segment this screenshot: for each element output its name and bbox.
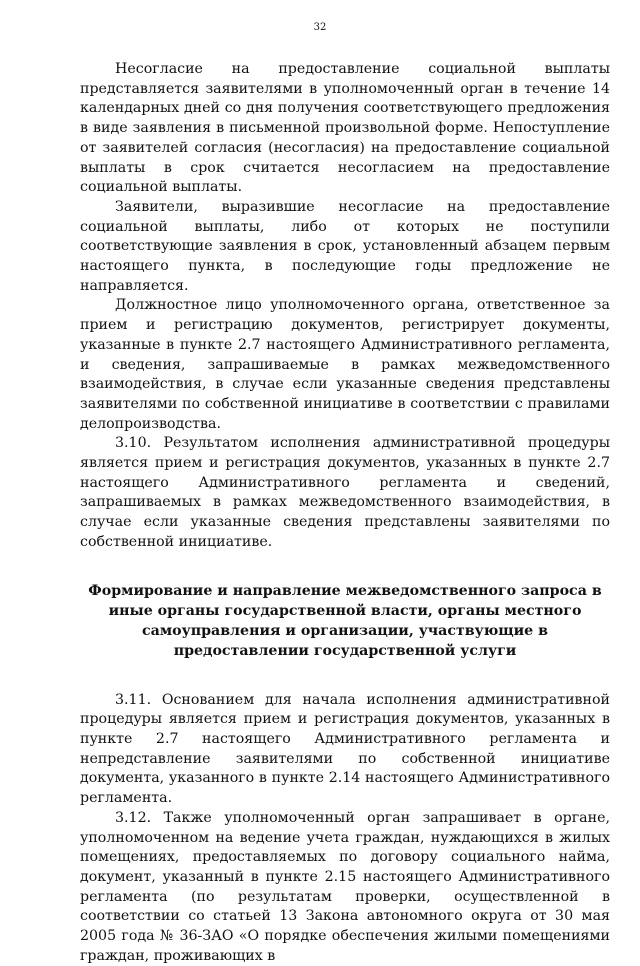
paragraph-3-10: 3.10. Результатом исполнения административной процедуры является прием и регистрация документов, указанных в пункте 2.7 настоящего Административного регламента и сведений, запрашиваемых в рамках межведомственного взаимодействия, в случае если указанные сведения представлены заявителями по собственной инициативе. xyxy=(80,435,610,550)
paragraph: Несогласие на предоставление социальной выплаты представляется заявителями в уполномоченный орган в течение 14 календарных дней со дня получения соответствующего предложения в виде заявления в письменной произвольной форме. Непоступление от заявителей согласия (несогласия) на предоставление социальной выплаты в срок считается несогласием на предоставление социальной выплаты. xyxy=(80,61,610,196)
paragraph-3-12: 3.12. Также уполномоченный орган запрашивает в органе, уполномоченном на ведение учета граждан, нуждающихся в жилых помещениях, предоставляемых по договору социального найма, документ, указанный в пункте 2.15 настоящего Административного регламента (по результатам проверки, осуществленной в соответствии со статьей 13 Закона автономного округа от 30 мая 2005 года № 36-ЗАО «О порядке обеспечения жилыми помещениями граждан, проживающих в xyxy=(80,809,610,964)
paragraph-3-11: 3.11. Основанием для начала исполнения административной процедуры является прием и регистрация документов, указанных в пункте 2.7 настоящего Административного регламента и непредставление заявителями по собственной инициативе документа, указанного в пункте 2.14 настоящего Административного регламента. xyxy=(80,691,610,807)
paragraph: Заявители, выразившие несогласие на предоставление социальной выплаты, либо от которых не поступили соответствующие заявления в срок, установленный абзацем первым настоящего пункта, в последующие годы предложение не направляется. xyxy=(80,198,610,294)
document-body xyxy=(80,60,610,966)
page-number: 32 xyxy=(313,22,327,33)
section-heading: Формирование и направление межведомственного запроса в иные органы государственной власти, органы местного самоуправления и организации, участвующие в предоставлении государственной услуги xyxy=(88,582,602,659)
paragraph: Должностное лицо уполномоченного органа, ответственное за прием и регистрацию документов, регистрирует документы, указанные в пункте 2.7 настоящего Административного регламента, и сведения, запрашиваемые в рамках межведомственного взаимодействия, в случае если указанные сведения представлены заявителями по собственной инициативе в соответствии с правилами делопроизводства. xyxy=(80,297,610,432)
